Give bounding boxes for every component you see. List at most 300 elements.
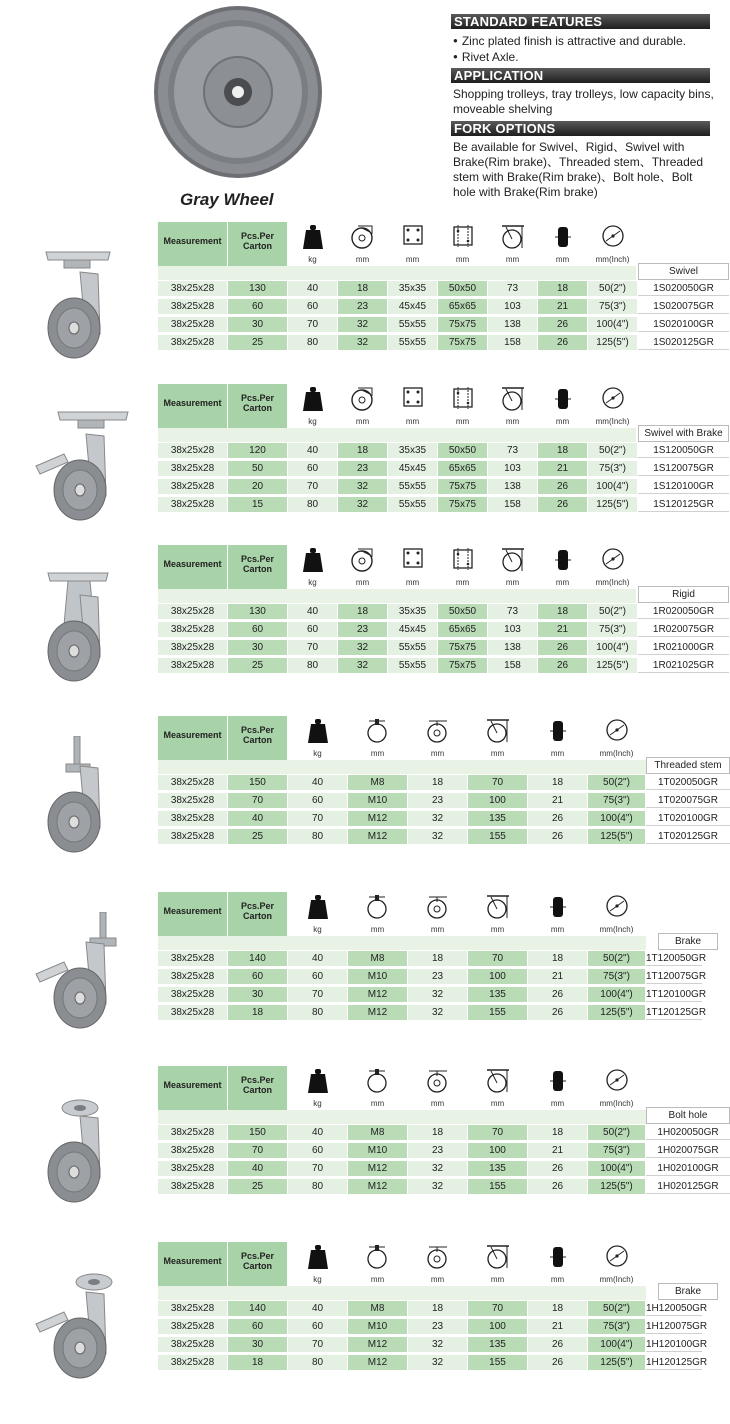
diameter-icon <box>601 386 625 410</box>
table-cell: 26 <box>538 640 587 655</box>
table-cell: 100(4") <box>588 1337 645 1352</box>
table-cell: 1T020075GR <box>646 793 730 808</box>
table-cell: 35x35 <box>388 443 437 458</box>
header-sub-strip <box>158 1286 646 1300</box>
table-cell: 60 <box>288 299 337 314</box>
table-cell: 1T020125GR <box>646 829 730 844</box>
table-cell: 120 <box>228 443 287 458</box>
table-cell: 26 <box>528 1355 587 1370</box>
table-cell: 70 <box>288 811 347 826</box>
series-name: Brake <box>658 933 718 950</box>
table-cell: 32 <box>408 1179 467 1194</box>
table-cell: 32 <box>338 317 387 332</box>
table-cell: M8 <box>348 1125 407 1140</box>
table-row <box>0 775 730 790</box>
table-cell: M12 <box>348 1161 407 1176</box>
stem-size-icon <box>365 1068 391 1094</box>
stem-size-icon <box>365 1244 391 1270</box>
table-cell: 38x25x28 <box>158 335 227 350</box>
table-cell: 18 <box>228 1005 287 1020</box>
table-cell: 25 <box>228 658 287 673</box>
table-cell: 26 <box>528 1337 587 1352</box>
product-block-3 <box>0 545 730 705</box>
table-cell: 40 <box>228 811 287 826</box>
table-cell: 18 <box>528 1125 587 1140</box>
unit-label: mm <box>355 578 370 587</box>
wheel-width-icon <box>555 547 571 573</box>
table-row <box>0 1301 730 1316</box>
stem-size-icon <box>365 894 391 920</box>
table-cell: 55x55 <box>388 640 437 655</box>
table-cell: 1T120100GR <box>646 989 707 1000</box>
table-cell: 15 <box>228 497 287 512</box>
table-cell: 26 <box>528 987 587 1002</box>
bolt-spacing-icon <box>451 386 475 410</box>
table-cell: 35x35 <box>388 281 437 296</box>
table-cell: 23 <box>408 969 467 984</box>
unit-label: mm(Inch) <box>599 1099 634 1108</box>
feature-bullet: ● Rivet Axle. <box>453 50 715 66</box>
table-cell: 155 <box>468 1005 527 1020</box>
pcs-label-line1: Pcs.Per <box>240 901 275 911</box>
table-cell: 50(2") <box>588 281 637 296</box>
unit-label: kg <box>313 749 322 758</box>
table-row <box>0 1179 730 1194</box>
table-cell: 100(4") <box>588 640 637 655</box>
table-cell: 60 <box>228 1319 287 1334</box>
table-cell: 50(2") <box>588 443 637 458</box>
table-cell: 70 <box>288 640 337 655</box>
table-cell: 26 <box>538 658 587 673</box>
table-cell: 1T020050GR <box>646 775 730 790</box>
unit-label: mm <box>405 417 420 426</box>
overall-height-icon <box>485 894 511 920</box>
weight-icon <box>307 1244 329 1270</box>
table-row <box>0 497 730 512</box>
unit-label: mm <box>550 1275 565 1284</box>
table-cell: 75x75 <box>438 497 487 512</box>
overall-height-icon <box>500 547 526 573</box>
wheel-diameter-icon <box>350 386 376 412</box>
table-cell: 60 <box>228 299 287 314</box>
table-cell: 60 <box>288 461 337 476</box>
unit-label: mm <box>490 749 505 758</box>
table-row <box>0 829 730 844</box>
table-cell: 40 <box>288 951 347 966</box>
table-cell: 18 <box>408 775 467 790</box>
table-cell: 100 <box>468 1143 527 1158</box>
swivel-offset-icon <box>425 1068 451 1094</box>
table-cell: 1T120050GR <box>646 953 707 964</box>
table-row <box>0 1005 730 1020</box>
table-cell: 75(3") <box>588 299 637 314</box>
table-cell: 55x55 <box>388 497 437 512</box>
table-cell: 32 <box>338 335 387 350</box>
table-cell: 23 <box>408 1319 467 1334</box>
table-cell: 1H020050GR <box>646 1125 730 1140</box>
table-cell: 80 <box>288 335 337 350</box>
measurement-label: Measurement <box>163 398 222 408</box>
table-cell: 70 <box>468 775 527 790</box>
pcs-label-line2: Carton <box>243 911 272 921</box>
table-cell: 75(3") <box>588 622 637 637</box>
header-sub-strip <box>158 1110 646 1124</box>
table-cell: 50x50 <box>438 443 487 458</box>
section-text-application: Shopping trolleys, tray trolleys, low capacity bins, moveable shelving <box>453 87 714 116</box>
pcs-label-line1: Pcs.Per <box>240 1251 275 1261</box>
unit-label: kg <box>308 578 317 587</box>
table-cell: 55x55 <box>388 658 437 673</box>
table-cell: 135 <box>468 1161 527 1176</box>
table-cell: 32 <box>408 811 467 826</box>
table-cell: 55x55 <box>388 479 437 494</box>
table-cell: 26 <box>528 1161 587 1176</box>
table-cell: 125(5") <box>588 1355 645 1370</box>
table-cell: 25 <box>228 335 287 350</box>
table-cell: 18 <box>528 951 587 966</box>
table-cell: M12 <box>348 1355 407 1370</box>
table-cell: 75(3") <box>588 793 645 808</box>
table-row <box>0 443 730 458</box>
table-cell: 125(5") <box>588 497 637 512</box>
unit-label: mm <box>355 255 370 264</box>
unit-label: mm <box>430 1099 445 1108</box>
table-cell: 18 <box>408 1125 467 1140</box>
table-cell: 1R021025GR <box>638 658 729 673</box>
table-cell: 38x25x28 <box>158 1161 227 1176</box>
table-cell: 38x25x28 <box>158 1179 227 1194</box>
table-cell: 100 <box>468 1319 527 1334</box>
table-cell: 38x25x28 <box>158 658 227 673</box>
series-name: Swivel with Brake <box>638 425 729 442</box>
table-cell: 50 <box>228 461 287 476</box>
product-block-5 <box>0 892 730 1052</box>
table-cell: 50x50 <box>438 604 487 619</box>
table-cell: 55x55 <box>388 317 437 332</box>
table-cell: 73 <box>488 443 537 458</box>
overall-height-icon <box>500 386 526 412</box>
table-cell: 55x55 <box>388 335 437 350</box>
unit-label: mm <box>370 925 385 934</box>
table-cell: 38x25x28 <box>158 1125 227 1140</box>
table-cell: 100 <box>468 969 527 984</box>
table-cell: 1H020125GR <box>646 1179 730 1194</box>
table-cell: 158 <box>488 658 537 673</box>
table-cell: 40 <box>288 1301 347 1316</box>
weight-icon <box>302 224 324 250</box>
stem-size-icon <box>365 718 391 744</box>
table-cell: 50(2") <box>588 1301 645 1316</box>
section-header-fork: FORK OPTIONS <box>451 121 710 136</box>
table-row <box>0 1125 730 1140</box>
table-cell: 158 <box>488 497 537 512</box>
table-cell: 100(4") <box>588 987 645 1002</box>
table-cell: 100 <box>468 793 527 808</box>
weight-icon <box>307 894 329 920</box>
swivel-offset-icon <box>425 718 451 744</box>
table-row <box>0 461 730 476</box>
table-cell: 18 <box>408 951 467 966</box>
unit-label: mm(Inch) <box>599 1275 634 1284</box>
section-text-fork: Be available for Swivel、Rigid、Swivel with Brake(Rim brake)、Threaded stem、Threaded stem with Brake(Rim brake)、Bolt hole、Bolt hole with Brake(Rim brake) <box>453 140 704 199</box>
table-cell: 125(5") <box>588 1005 645 1020</box>
table-cell: M12 <box>348 1005 407 1020</box>
table-cell: 32 <box>408 1355 467 1370</box>
table-cell: 40 <box>288 281 337 296</box>
table-cell: 38x25x28 <box>158 1319 227 1334</box>
table-cell: 103 <box>488 622 537 637</box>
table-cell: 125(5") <box>588 1179 645 1194</box>
wheel-caption: Gray Wheel <box>180 190 274 209</box>
table-cell: 45x45 <box>388 299 437 314</box>
table-cell: 1H020100GR <box>646 1161 730 1176</box>
table-cell: 38x25x28 <box>158 461 227 476</box>
table-cell: 1S020125GR <box>638 335 729 350</box>
table-cell: 18 <box>528 1301 587 1316</box>
table-cell: 26 <box>528 1005 587 1020</box>
pcs-label-line1: Pcs.Per <box>240 725 275 735</box>
pcs-label-line1: Pcs.Per <box>240 231 275 241</box>
table-cell: 70 <box>468 1301 527 1316</box>
table-cell: 30 <box>228 987 287 1002</box>
table-cell: 1S120125GR <box>638 497 729 512</box>
table-cell: 32 <box>338 479 387 494</box>
table-cell: 1S020075GR <box>638 299 729 314</box>
unit-label: mm <box>550 1099 565 1108</box>
diameter-icon <box>605 1068 629 1092</box>
table-cell: 65x65 <box>438 622 487 637</box>
table-cell: 75(3") <box>588 1319 645 1334</box>
pcs-label-line2: Carton <box>243 564 272 574</box>
overall-height-icon <box>485 718 511 744</box>
header-sub-strip <box>158 266 636 280</box>
pcs-label-line2: Carton <box>243 1261 272 1271</box>
measurement-label: Measurement <box>163 559 222 569</box>
table-row <box>0 335 730 350</box>
unit-label: mm <box>550 749 565 758</box>
table-cell: 38x25x28 <box>158 604 227 619</box>
table-cell: M10 <box>348 1319 407 1334</box>
table-cell: 103 <box>488 461 537 476</box>
measurement-label: Measurement <box>163 730 222 740</box>
product-block-1 <box>0 222 730 382</box>
table-row <box>0 951 730 966</box>
measurement-label: Measurement <box>163 1080 222 1090</box>
table-cell: 60 <box>288 1143 347 1158</box>
table-cell: 1T120125GR <box>646 1007 707 1018</box>
unit-label: kg <box>308 417 317 426</box>
unit-label: kg <box>313 925 322 934</box>
overall-height-icon <box>485 1068 511 1094</box>
table-cell: 38x25x28 <box>158 317 227 332</box>
table-cell: 60 <box>228 622 287 637</box>
table-cell: 30 <box>228 640 287 655</box>
table-cell: 38x25x28 <box>158 1143 227 1158</box>
table-cell: 80 <box>288 1179 347 1194</box>
pcs-label-line2: Carton <box>243 735 272 745</box>
series-name: Brake <box>658 1283 718 1300</box>
table-cell: 23 <box>408 793 467 808</box>
table-cell: 38x25x28 <box>158 497 227 512</box>
table-cell: 73 <box>488 604 537 619</box>
unit-label: mm <box>505 578 520 587</box>
table-cell: 21 <box>528 1319 587 1334</box>
unit-label: mm <box>355 417 370 426</box>
table-row <box>0 793 730 808</box>
section-header-application: APPLICATION <box>451 68 710 83</box>
table-cell: 70 <box>468 1125 527 1140</box>
measurement-label: Measurement <box>163 906 222 916</box>
table-row <box>0 317 730 332</box>
product-block-2 <box>0 384 730 544</box>
table-cell: 75(3") <box>588 1143 645 1158</box>
unit-label: mm <box>405 255 420 264</box>
table-cell: 21 <box>528 793 587 808</box>
unit-label: mm <box>430 1275 445 1284</box>
table-cell: 18 <box>408 1301 467 1316</box>
table-cell: 21 <box>538 622 587 637</box>
table-cell: 38x25x28 <box>158 443 227 458</box>
pcs-label-line2: Carton <box>243 403 272 413</box>
table-cell: M8 <box>348 775 407 790</box>
table-cell: 18 <box>538 281 587 296</box>
pcs-label-line2: Carton <box>243 1085 272 1095</box>
wheel-diameter-icon <box>350 224 376 250</box>
unit-label: kg <box>313 1099 322 1108</box>
table-cell: 138 <box>488 479 537 494</box>
table-cell: 75x75 <box>438 658 487 673</box>
table-cell: 18 <box>528 775 587 790</box>
table-cell: 70 <box>288 1161 347 1176</box>
table-cell: 50(2") <box>588 1125 645 1140</box>
table-cell: 1H120075GR <box>646 1321 708 1332</box>
unit-label: kg <box>308 255 317 264</box>
table-cell: 100(4") <box>588 317 637 332</box>
table-cell: 32 <box>408 1161 467 1176</box>
table-cell: 32 <box>338 658 387 673</box>
table-cell: 155 <box>468 1179 527 1194</box>
table-cell: 75x75 <box>438 640 487 655</box>
table-cell: 32 <box>408 987 467 1002</box>
table-cell: 100(4") <box>588 1161 645 1176</box>
table-cell: 1R020075GR <box>638 622 729 637</box>
table-row <box>0 622 730 637</box>
weight-icon <box>307 1068 329 1094</box>
table-cell: 30 <box>228 1337 287 1352</box>
table-cell: 130 <box>228 281 287 296</box>
measurement-label: Measurement <box>163 236 222 246</box>
table-cell: 23 <box>338 622 387 637</box>
table-cell: 50x50 <box>438 281 487 296</box>
table-cell: 1R020050GR <box>638 604 729 619</box>
wheel-width-icon <box>555 386 571 412</box>
table-row <box>0 604 730 619</box>
table-cell: 38x25x28 <box>158 811 227 826</box>
diameter-icon <box>605 718 629 742</box>
table-cell: 38x25x28 <box>158 281 227 296</box>
diameter-icon <box>601 224 625 248</box>
table-cell: 26 <box>538 317 587 332</box>
unit-label: mm <box>455 578 470 587</box>
table-row <box>0 299 730 314</box>
table-cell: 23 <box>338 461 387 476</box>
unit-label: mm <box>550 925 565 934</box>
table-cell: M12 <box>348 829 407 844</box>
unit-label: mm <box>370 1275 385 1284</box>
table-cell: 100(4") <box>588 479 637 494</box>
table-cell: 125(5") <box>588 335 637 350</box>
bolt-spacing-icon <box>451 224 475 248</box>
table-cell: 70 <box>228 1143 287 1158</box>
table-cell: 30 <box>228 317 287 332</box>
product-block-6 <box>0 1066 730 1226</box>
unit-label: mm <box>555 578 570 587</box>
table-cell: M12 <box>348 1337 407 1352</box>
table-cell: 150 <box>228 1125 287 1140</box>
table-cell: 18 <box>338 281 387 296</box>
series-name: Threaded stem <box>646 757 730 774</box>
table-cell: 26 <box>528 1179 587 1194</box>
table-cell: 70 <box>228 793 287 808</box>
table-cell: 138 <box>488 317 537 332</box>
unit-label: mm <box>490 925 505 934</box>
table-cell: M12 <box>348 987 407 1002</box>
table-cell: 25 <box>228 829 287 844</box>
unit-label: mm <box>555 255 570 264</box>
table-cell: 38x25x28 <box>158 1337 227 1352</box>
table-cell: 135 <box>468 1337 527 1352</box>
table-cell: 70 <box>288 987 347 1002</box>
table-cell: 25 <box>228 1179 287 1194</box>
table-cell: 75x75 <box>438 317 487 332</box>
table-cell: 26 <box>538 479 587 494</box>
pcs-label-line1: Pcs.Per <box>240 554 275 564</box>
table-cell: 70 <box>288 1337 347 1352</box>
measurement-label: Measurement <box>163 1256 222 1266</box>
unit-label: mm <box>405 578 420 587</box>
table-cell: 50(2") <box>588 604 637 619</box>
series-name: Bolt hole <box>646 1107 730 1124</box>
weight-icon <box>302 386 324 412</box>
table-cell: 38x25x28 <box>158 775 227 790</box>
table-cell: 38x25x28 <box>158 969 227 984</box>
table-row <box>0 811 730 826</box>
table-cell: 135 <box>468 811 527 826</box>
section-text-features <box>453 34 715 66</box>
unit-label: mm <box>430 925 445 934</box>
table-cell: 1S120050GR <box>638 443 729 458</box>
table-cell: 32 <box>408 1337 467 1352</box>
bolt-spacing-icon <box>451 547 475 571</box>
table-cell: 140 <box>228 1301 287 1316</box>
table-cell: 103 <box>488 299 537 314</box>
header-sub-strip <box>158 760 646 774</box>
table-row <box>0 479 730 494</box>
table-row <box>0 640 730 655</box>
table-cell: 40 <box>288 1125 347 1140</box>
table-cell: M8 <box>348 1301 407 1316</box>
table-cell: 75x75 <box>438 479 487 494</box>
diameter-icon <box>601 547 625 571</box>
pcs-label-line1: Pcs.Per <box>240 1075 275 1085</box>
table-cell: 38x25x28 <box>158 479 227 494</box>
table-cell: 1H120125GR <box>646 1357 708 1368</box>
table-cell: 155 <box>468 829 527 844</box>
table-cell: M12 <box>348 1179 407 1194</box>
weight-icon <box>302 547 324 573</box>
table-cell: 60 <box>288 622 337 637</box>
pcs-label-line1: Pcs.Per <box>240 393 275 403</box>
